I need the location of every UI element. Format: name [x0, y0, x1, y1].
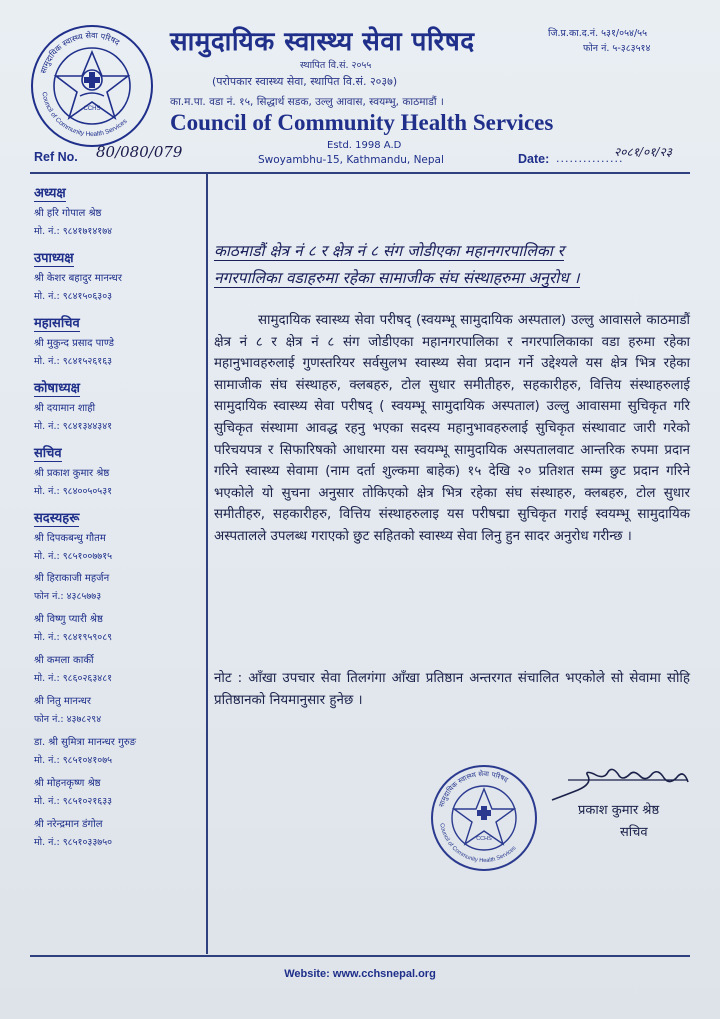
subject-line: नगरपालिका वडाहरुमा रहेका सामाजीक संघ संस्थाहरुमा अनुरोध ।: [214, 269, 580, 287]
ref-value: 80/080/079: [96, 143, 183, 161]
member-name: श्री प्रकाश कुमार श्रेष्ठ: [34, 468, 110, 479]
member-vice-chair: [34, 247, 202, 302]
member-role: अध्यक्ष: [34, 183, 66, 202]
header-divider: [30, 172, 690, 174]
member-item: [34, 652, 202, 684]
ref-label: Ref No.: [34, 150, 78, 164]
member-secretary: [34, 442, 202, 497]
member-phone: मो. नं.: ९८६०२६३४८१: [34, 673, 113, 684]
member-treasurer: [34, 377, 202, 432]
committee-sidebar: [34, 182, 202, 858]
member-name: श्री मुकुन्द प्रसाद पाण्डे: [34, 338, 114, 349]
member-name: श्री दयामान शाही: [34, 403, 96, 414]
member-item: [34, 775, 202, 807]
member-chair: [34, 182, 202, 237]
established-nepali: स्थापित वि.सं. २०५५: [300, 60, 372, 71]
svg-text:CCHS: CCHS: [476, 836, 492, 842]
member-name: डा. श्री सुमित्रा मानन्धर गुरुङ: [34, 737, 137, 748]
svg-text:CCHS: CCHS: [83, 106, 101, 112]
member-general-secretary: [34, 312, 202, 367]
date-value: २०८१/०१/२३: [614, 145, 673, 159]
member-item: [34, 693, 202, 725]
member-name: श्री दिपकबन्धु गौतम: [34, 533, 106, 544]
header-phone: फोन नं. ५-३८३५१४: [583, 43, 651, 54]
cchs-logo-icon: [28, 22, 156, 150]
members-group: [34, 507, 202, 562]
member-phone: फोन नं.: ४३७८२९४: [34, 714, 102, 725]
member-name: श्री हिराकाजी महर्जन: [34, 573, 110, 584]
member-name: श्री नितु मानन्धर: [34, 696, 91, 707]
member-role: उपाध्यक्ष: [34, 248, 74, 267]
letter-note: नोट : आँखा उपचार सेवा तिलगंगा आँखा प्रतिष्ठान अन्तरगत संचालित भएकोले सो सेवामा सोहि प्रतिष्ठानको नियमानुसार हुनेछ ।: [214, 671, 690, 708]
org-stamp-icon: [428, 762, 540, 874]
footer-website: Website: www.cchsnepal.org: [284, 968, 436, 980]
footer-divider: [30, 955, 690, 957]
svg-text:सामुदायिक स्वास्थ्य सेवा परिषद: सामुदायिक स्वास्थ्य सेवा परिषद: [437, 769, 510, 809]
letter-body: सामुदायिक स्वास्थ्य सेवा परीषद् (स्वयम्भू सामुदायिक अस्पताल) उल्लु आवासले काठमाडौं क्षेत्र नं ८ र क्षेत्र नं ८ संग जोडीएका महानगरपालिका र नगरपालिकाका वडा हरुमा रहेका महानुभावहरुलाई गुणस्तरियर सर्वसुलभ स्वास्थ्य सेवा प्रदान गर्ने उद्देश्यले यस क्षेत्र भित्र रहेका सामाजीक संघ संस्थाहरु, क्लबहरु, टोल सुधार समीतीहरु, सहकारीहरु, वित्तिय संस्थाहरुलाई सामुदायिक स्वास्थ्य सेवा परीषद् ( स्वयम्भू सामुदायिक अस्पताल) उल्लु आवासमा सुचिकृत गरि सुचिकृत संस्थामा आवद्ध रहनु भएका सदस्य महानुभावहरुलाई सुचिकृत संस्थावाट जारी गरेको परिचयपत्र र सिफारिषको आधारमा यस स्वयम्भू सामुदायिक अस्पतालवाट आन्तरिक रुपमा प्रदान गरिने स्वास्थ्य सेवामा (नाम दर्ता शुल्कमा बाहेक) १५ देखि २० प्रतिशत सम्म छुट प्रदान गरिने भएकोले यो सुचना अनुसार तोकिएको क्षेत्र भित्र रहेका संघ संस्थाहरु, क्लबहरु, टोल सुधार समीतीहरु, सहकारीहरु, वित्तिय संस्थाहरुलाइ यस परीषद्मा सुचिकृत गराई स्वयम्भू सामुदायिक अस्पतालले उपलब्ध गराएको छुट सहितको स्वास्थ्य सेवा लिनु हुन सादर अनुरोध गरीन्छ ।: [214, 313, 690, 544]
registration-number: जि.प्र.का.द.नं. ५३१/०५४/५५: [548, 28, 648, 39]
subject-line: काठमाडौं क्षेत्र नं ८ र क्षेत्र नं ८ संग जोडीएका महानगरपालिका र: [214, 242, 565, 260]
member-name: श्री विष्णु प्यारी श्रेष्ठ: [34, 614, 103, 625]
member-name: श्री कमला कार्की: [34, 655, 94, 666]
member-phone: मो. नं.: ९८५१०३३७५०: [34, 837, 113, 848]
members-heading: सदस्यहरू: [34, 508, 79, 527]
letter-subject: [214, 238, 690, 292]
member-item: [34, 816, 202, 848]
member-name: श्री नरेन्द्रमान डंगोल: [34, 819, 103, 830]
org-name-english: Council of Community Health Services: [170, 110, 554, 135]
svg-text:Council of Community Health Se: Council of Community Health Services: [40, 91, 129, 139]
member-role: महासचिव: [34, 313, 80, 332]
member-phone: मो. नं.: ९८५१००७७१५: [34, 551, 113, 562]
signer-name: प्रकाश कुमार श्रेष्ठ: [578, 803, 660, 818]
member-phone: मो. नं.: ९८५१०२१६३३: [34, 796, 113, 807]
member-phone: मो. नं.: ९८४१७१४१७४: [34, 226, 113, 237]
member-phone: मो. नं.: ९८४००५०५३१: [34, 486, 113, 497]
member-item: [34, 570, 202, 602]
member-name: श्री हरि गोपाल श्रेष्ठ: [34, 208, 102, 219]
address-english: Swoyambhu-15, Kathmandu, Nepal: [258, 154, 444, 166]
member-item: [34, 611, 202, 643]
org-name-nepali: सामुदायिक स्वास्थ्य सेवा परिषद: [170, 27, 475, 57]
member-name: श्री केशर बहादुर मानन्धर: [34, 273, 122, 284]
address-nepali: का.म.पा. वडा नं. १५, सिद्धार्थ सडक, उल्लु आवास, स्वयम्भु, काठमाडौं ।: [170, 96, 444, 108]
established-english: Estd. 1998 A.D: [327, 140, 402, 151]
member-phone: मो. नं.: ९८४१३४४३४१: [34, 421, 113, 432]
member-role: सचिव: [34, 443, 62, 462]
member-phone: मो. नं.: ९८४१५२६१६३: [34, 356, 113, 367]
svg-text:सामुदायिक स्वास्थ्य सेवा परिषद: सामुदायिक स्वास्थ्य सेवा परिषद: [38, 30, 122, 75]
sidebar-divider: [206, 174, 208, 954]
member-phone: मो. नं.: ९८५१०४१०७५: [34, 755, 113, 766]
member-phone: मो. नं.: ९८४१५०६३०३: [34, 291, 113, 302]
subtitle-nepali: (परोपकार स्वास्थ्य सेवा, स्थापित वि.सं. २०३७): [212, 75, 398, 88]
svg-text:Council of Community Health Se: Council of Community Health Services: [438, 822, 518, 865]
date-label: Date:: [518, 152, 550, 166]
member-name: श्री मोहनकृष्ण श्रेष्ठ: [34, 778, 101, 789]
date-dots: ...............: [556, 152, 624, 165]
member-phone: मो. नं.: ९८४१९५९०८९: [34, 632, 113, 643]
member-phone: फोन नं.: ४३८५७७३: [34, 591, 102, 602]
signer-title: सचिव: [620, 825, 648, 840]
member-item: [34, 734, 202, 766]
member-role: कोषाध्यक्ष: [34, 378, 80, 397]
